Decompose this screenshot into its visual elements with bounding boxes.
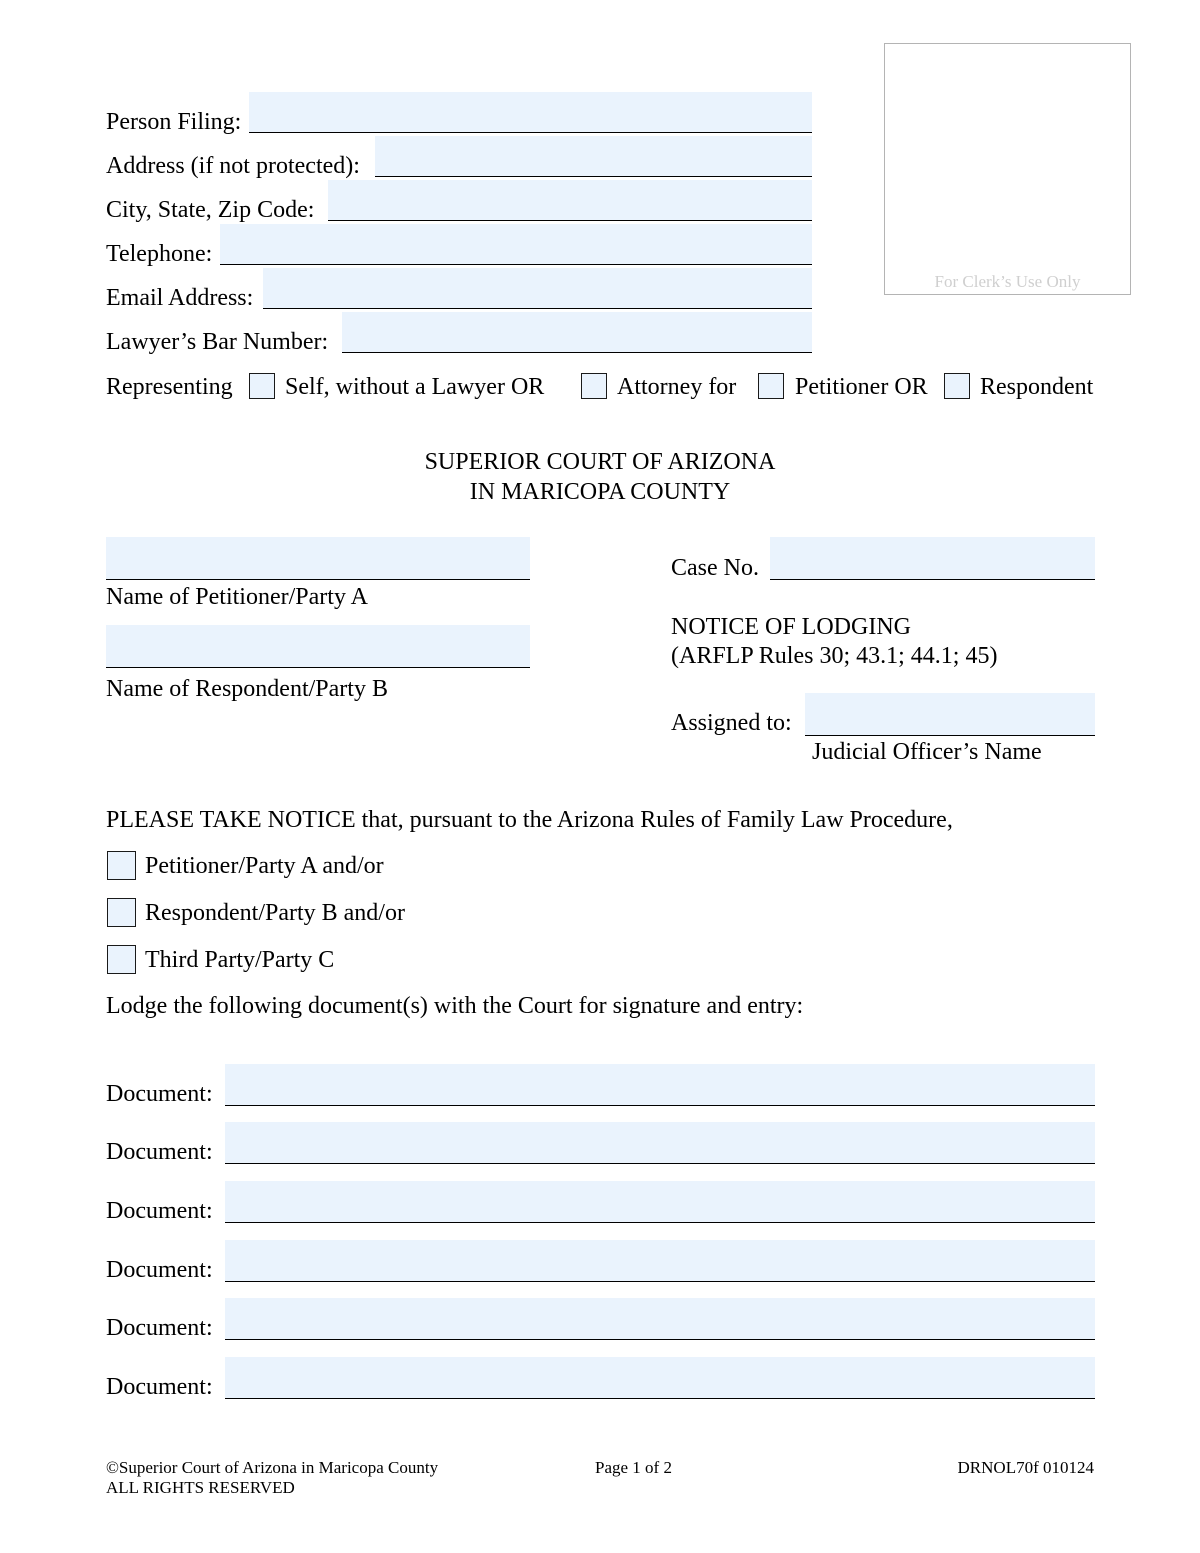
petitioner-name-field[interactable]	[106, 537, 530, 580]
person-filing-field[interactable]	[249, 92, 812, 133]
document-label-4: Document:	[106, 1257, 213, 1283]
party-c-checkbox[interactable]	[107, 945, 136, 974]
case-no-field[interactable]	[770, 537, 1095, 580]
assigned-to-label: Assigned to:	[671, 710, 792, 736]
document-field-1[interactable]	[225, 1064, 1095, 1106]
petitioner-checkbox[interactable]	[758, 373, 784, 399]
document-field-3[interactable]	[225, 1181, 1095, 1223]
bar-number-label: Lawyer’s Bar Number:	[106, 329, 329, 355]
party-a-checkbox[interactable]	[107, 851, 136, 880]
document-field-2[interactable]	[225, 1122, 1095, 1164]
petitioner-name-label: Name of Petitioner/Party A	[106, 584, 368, 610]
document-label-5: Document:	[106, 1315, 213, 1341]
case-no-label: Case No.	[671, 555, 759, 581]
self-label: Self, without a Lawyer OR	[285, 374, 545, 400]
representing-label: Representing	[106, 374, 233, 400]
city-state-zip-field[interactable]	[328, 180, 812, 221]
telephone-label: Telephone:	[106, 241, 213, 267]
footer-copyright: ©Superior Court of Arizona in Maricopa County	[106, 1458, 439, 1477]
party-b-label: Respondent/Party B and/or	[145, 900, 405, 926]
document-label-1: Document:	[106, 1081, 213, 1107]
lodge-text: Lodge the following document(s) with the Court for signature and entry:	[106, 993, 804, 1019]
document-title: NOTICE OF LODGING	[671, 614, 911, 640]
footer-form-code: DRNOL70f 010124	[957, 1458, 1094, 1477]
attorney-checkbox[interactable]	[581, 373, 607, 399]
footer-page-number: Page 1 of 2	[595, 1458, 672, 1477]
document-field-5[interactable]	[225, 1298, 1095, 1340]
footer-rights: ALL RIGHTS RESERVED	[106, 1478, 295, 1497]
document-field-6[interactable]	[225, 1357, 1095, 1399]
attorney-for-label: Attorney for	[617, 374, 737, 400]
party-c-label: Third Party/Party C	[145, 947, 335, 973]
clerk-use-label: For Clerk’s Use Only	[934, 272, 1081, 291]
court-county: IN MARICOPA COUNTY	[469, 479, 731, 505]
court-name: SUPERIOR COURT OF ARIZONA	[424, 449, 776, 475]
telephone-field[interactable]	[220, 224, 812, 265]
city-state-zip-label: City, State, Zip Code:	[106, 197, 315, 223]
address-label: Address (if not protected):	[106, 153, 360, 179]
respondent-name-label: Name of Respondent/Party B	[106, 676, 388, 702]
judicial-officer-label: Judicial Officer’s Name	[812, 739, 1042, 765]
document-label-6: Document:	[106, 1374, 213, 1400]
party-b-checkbox[interactable]	[107, 898, 136, 927]
document-rules: (ARFLP Rules 30; 43.1; 44.1; 45)	[671, 643, 998, 669]
party-a-label: Petitioner/Party A and/or	[145, 853, 384, 879]
respondent-name-field[interactable]	[106, 625, 530, 668]
document-label-2: Document:	[106, 1139, 213, 1165]
email-field[interactable]	[263, 268, 812, 309]
document-label-3: Document:	[106, 1198, 213, 1224]
respondent-label: Respondent	[980, 374, 1094, 400]
notice-text: PLEASE TAKE NOTICE that, pursuant to the Arizona Rules of Family Law Procedure,	[106, 807, 953, 833]
assigned-to-field[interactable]	[805, 693, 1095, 736]
address-field[interactable]	[375, 136, 812, 177]
email-label: Email Address:	[106, 285, 254, 311]
person-filing-label: Person Filing:	[106, 109, 242, 135]
respondent-checkbox[interactable]	[944, 373, 970, 399]
document-field-4[interactable]	[225, 1240, 1095, 1282]
clerk-use-box	[884, 43, 1131, 295]
petitioner-or-label: Petitioner OR	[795, 374, 928, 400]
bar-number-field[interactable]	[342, 312, 812, 353]
self-checkbox[interactable]	[249, 373, 275, 399]
